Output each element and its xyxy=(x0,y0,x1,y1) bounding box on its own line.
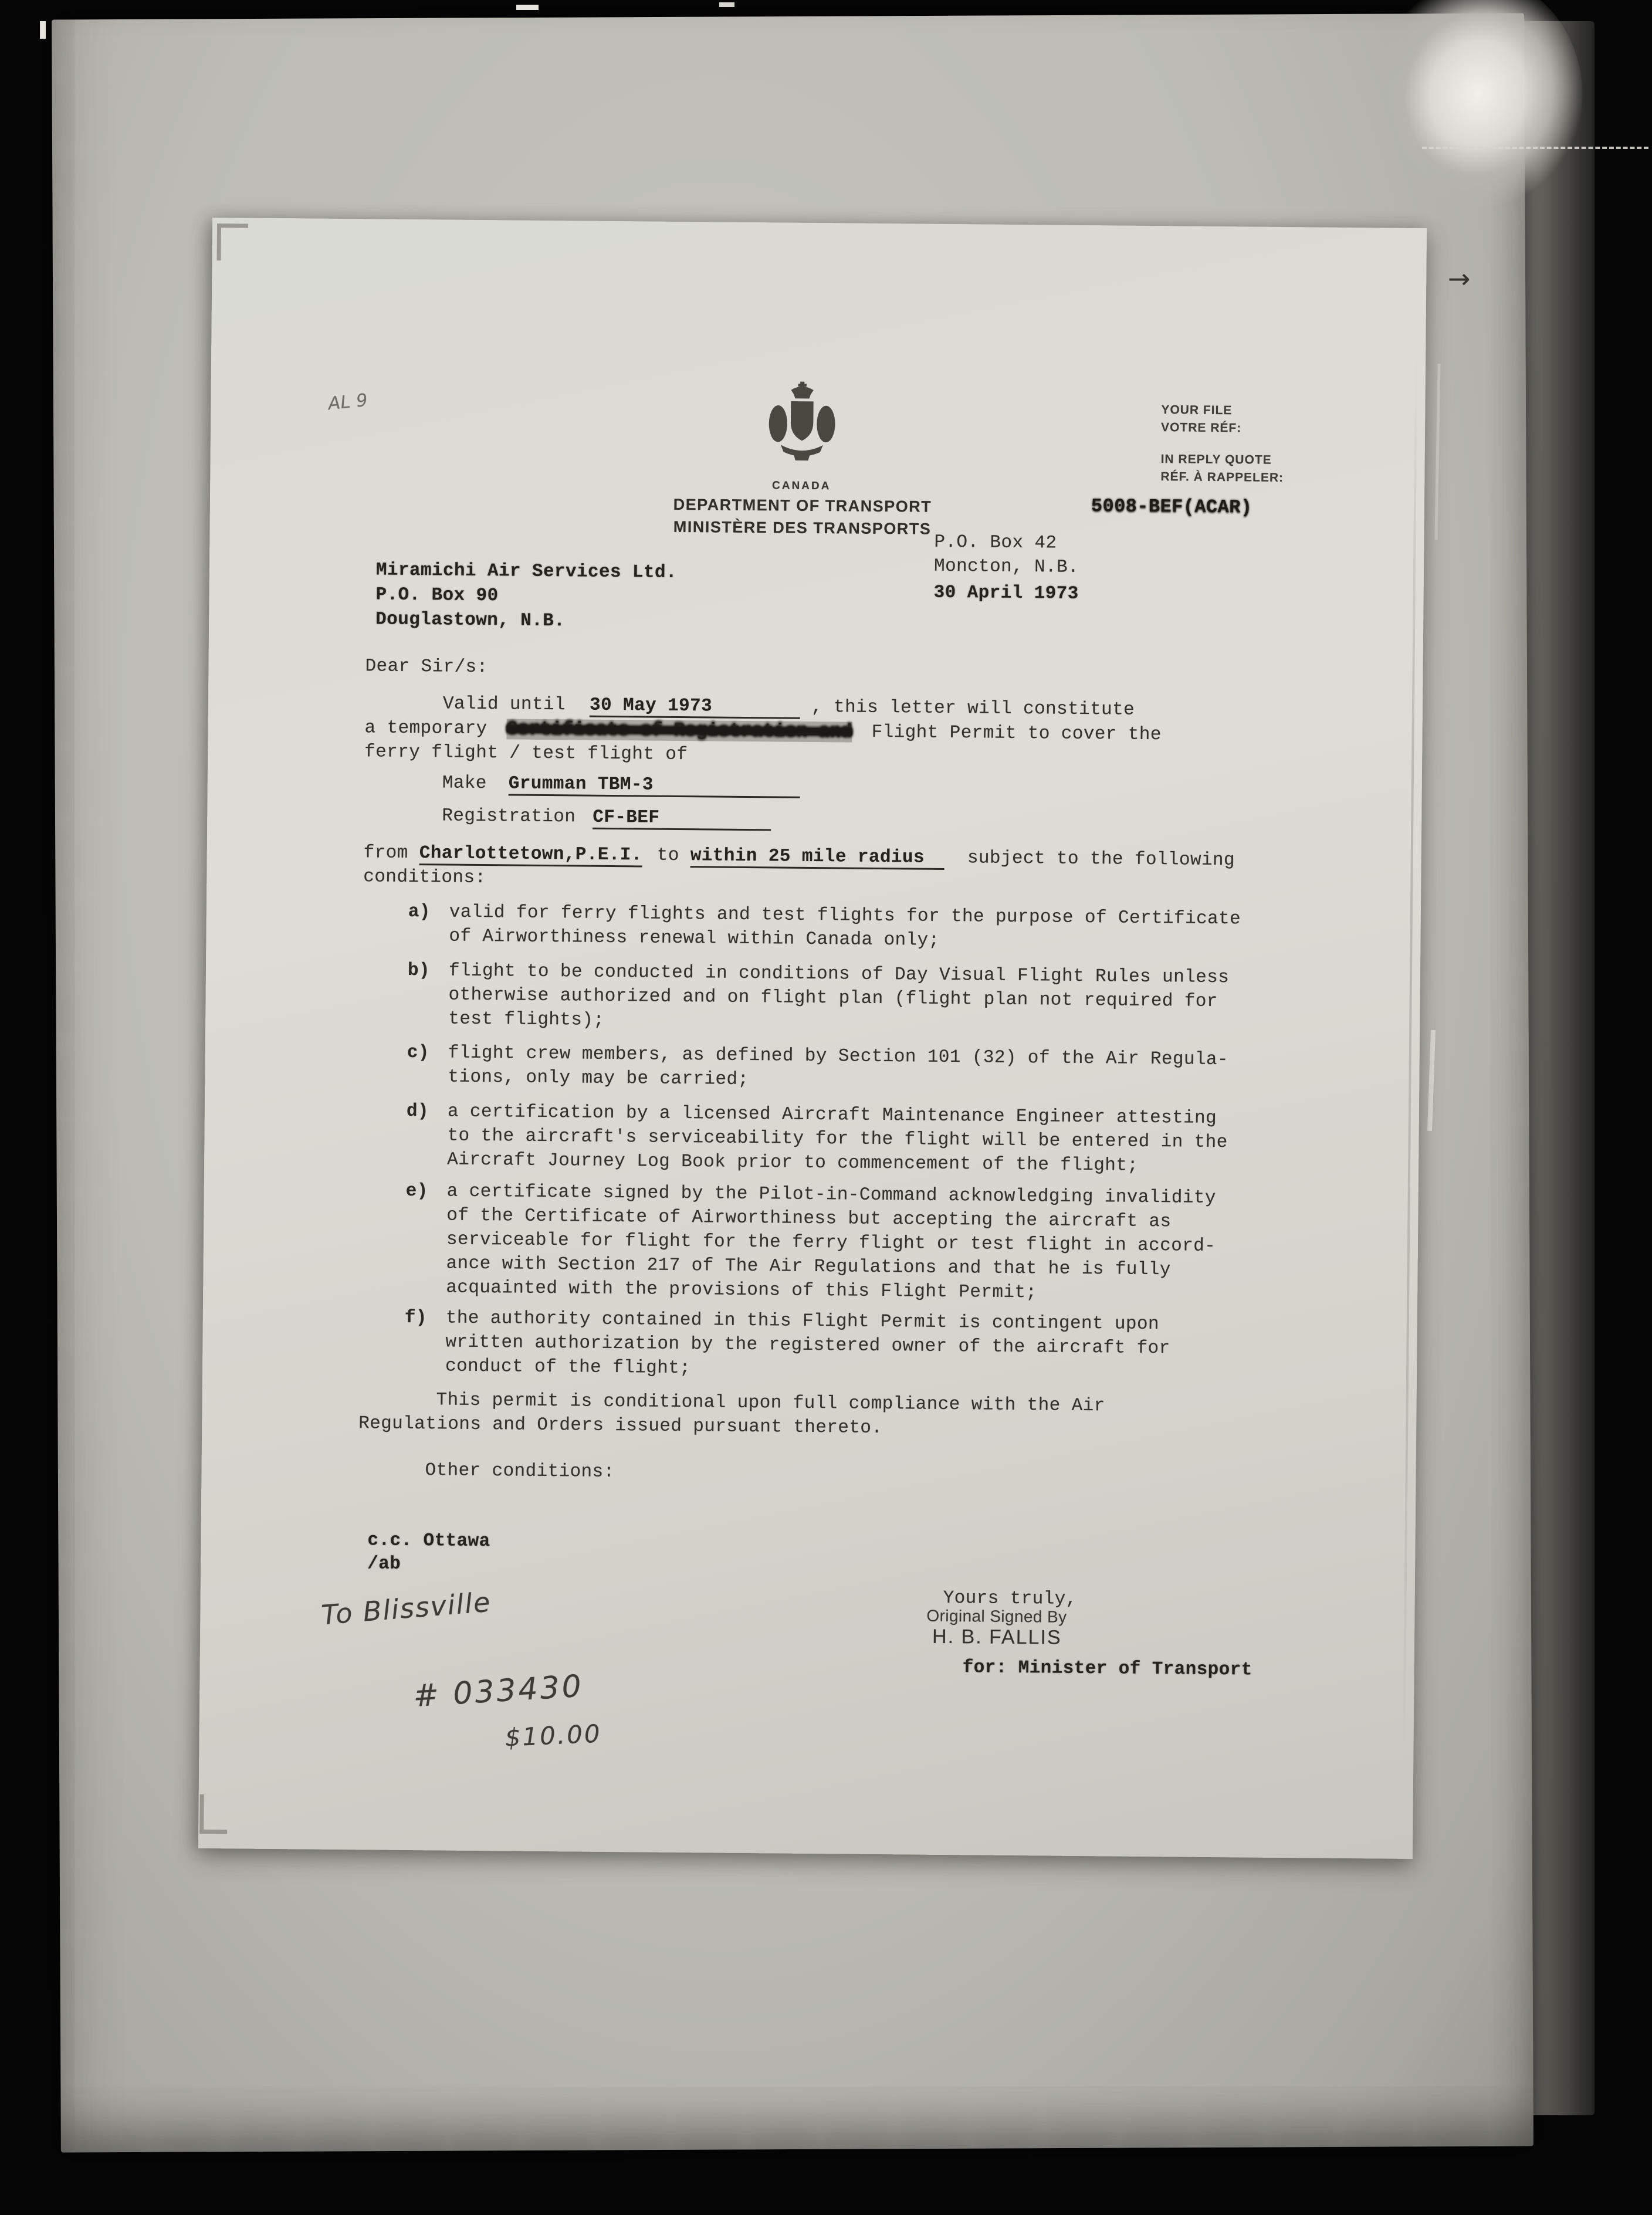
salutation: Dear Sir/s: xyxy=(365,656,488,678)
dashed-line-artifact xyxy=(1422,147,1648,149)
condition-a xyxy=(408,900,1288,956)
make-value: Grumman TBM-3 xyxy=(509,773,800,798)
canada-coat-of-arms-icon xyxy=(766,380,837,477)
handwritten-file-number: # 033430 xyxy=(412,1668,585,1715)
canada-label: CANADA xyxy=(771,479,831,493)
condition-b-label: b) xyxy=(407,960,431,981)
valid-until-suffix: , this letter will constitute xyxy=(811,696,1135,720)
condition-e-text: a certificate signed by the Pilot-in-Command acknowledging invalidity of the Certificate of Airworthiness but accepting the aircraft as serviceable for flight for the ferry flight or test flight in accord- ance with Section 217 of The Air Regulations and that he is fully acquainted with the provisions of this Flight Permit; xyxy=(446,1181,1217,1303)
make-row xyxy=(442,771,800,798)
letterhead-dept-en: DEPARTMENT OF TRANSPORT xyxy=(673,495,932,516)
pencil-note-topleft: AL 9 xyxy=(327,390,369,415)
permit-conditional-paragraph: This permit is conditional upon full compliance with the Air Regulations and Orders issued pursuant thereto. xyxy=(358,1390,1105,1439)
to-label: to xyxy=(656,845,679,866)
route-suffix: subject to the following xyxy=(967,848,1235,871)
scan-tick-artifact xyxy=(40,21,46,39)
registration-label: Registration xyxy=(442,805,576,828)
your-file-label-en: YOUR FILE xyxy=(1161,403,1233,418)
letter-date: 30 April 1973 xyxy=(933,582,1079,604)
condition-a-text: valid for ferry flights and test flights for the purpose of Certificate of Airworthiness renewal within Canada only; xyxy=(449,902,1241,951)
condition-d-label: d) xyxy=(406,1100,429,1122)
handwritten-blissville: To Blissville xyxy=(320,1586,493,1631)
temporary-suffix: Flight Permit to cover the xyxy=(871,722,1162,746)
valid-until-value: 30 May 1973 xyxy=(590,695,800,719)
scan-tick-artifact xyxy=(719,2,734,7)
file-number-value: 5008-BEF(ACAR) xyxy=(1091,495,1252,519)
condition-f-label: f) xyxy=(404,1307,427,1329)
condition-c-label: c) xyxy=(407,1042,429,1064)
file-number xyxy=(1091,494,1252,519)
letter-page xyxy=(198,218,1427,1859)
handwritten-arrow-mark: → xyxy=(1448,263,1471,294)
page-corner-mark xyxy=(217,223,249,260)
to-value: within 25 mile radius xyxy=(690,845,945,870)
registration-value: CF-BEF xyxy=(593,807,771,831)
condition-a-label: a) xyxy=(408,901,431,923)
temporary-prefix: a temporary xyxy=(364,717,488,740)
original-signed-stamp: Original Signed By xyxy=(926,1606,1067,1626)
condition-e-label: e) xyxy=(405,1180,428,1202)
cc-line: c.c. Ottawa xyxy=(367,1530,490,1552)
conditions-intro: conditions: xyxy=(363,866,486,889)
make-label: Make xyxy=(442,773,487,794)
sender-address-line1: P.O. Box 42 xyxy=(934,531,1057,554)
condition-c xyxy=(407,1041,1287,1096)
reply-quote-label-fr: RÉF. À RAPPELER: xyxy=(1160,470,1284,485)
letterhead-dept-fr: MINISTÈRE DES TRANSPORTS xyxy=(673,517,932,538)
recipient-line2: P.O. Box 90 xyxy=(375,584,499,607)
signer-name: H. B. FALLIS xyxy=(932,1625,1062,1649)
para-ferry-flight: ferry flight / test flight of xyxy=(364,741,688,766)
handwritten-amount: $10.00 xyxy=(504,1719,602,1752)
for-minister-line: for: Minister of Transport xyxy=(962,1657,1252,1681)
condition-b-text: flight to be conducted in conditions of Day Visual Flight Rules unless otherwise authorized and on flight plan (flight plan not required for test flights); xyxy=(448,960,1230,1031)
condition-d-text: a certification by a licensed Aircraft Maintenance Engineer attesting to the aircraft's serviceability for the flight will be entered in the Aircraft Journey Log Book prior to commencement of the flight; xyxy=(447,1101,1228,1176)
sender-address-line2: Moncton, N.B. xyxy=(933,556,1079,578)
recipient-line3: Douglastown, N.B. xyxy=(375,609,566,632)
from-value: Charlottetown,P.E.I. xyxy=(419,843,642,867)
condition-e xyxy=(405,1179,1286,1307)
recipient-line1: Miramichi Air Services Ltd. xyxy=(375,560,678,583)
condition-f-text: the authority contained in this Flight Permit is contingent upon written authorization by the registered owner of the aircraft for conduct of the flight; xyxy=(445,1308,1170,1379)
condition-d xyxy=(406,1099,1287,1179)
condition-f xyxy=(404,1306,1285,1386)
other-conditions-label: Other conditions: xyxy=(425,1460,615,1483)
condition-c-text: flight crew members, as defined by Section 101 (32) of the Air Regula- tions, only may be carried; xyxy=(448,1042,1229,1090)
registration-row xyxy=(442,804,771,831)
page-corner-mark xyxy=(199,1794,228,1834)
route-row xyxy=(364,841,1235,872)
from-label: from xyxy=(363,842,408,863)
valid-until-prefix: Valid until xyxy=(442,693,566,716)
scan-tick-artifact xyxy=(516,5,539,10)
your-file-label-fr: VOTRE RÉF: xyxy=(1161,421,1242,435)
typist-initials: /ab xyxy=(367,1553,401,1574)
yours-truly: Yours truly, xyxy=(943,1587,1077,1610)
condition-b xyxy=(407,959,1288,1038)
struck-out-text: Certificate of Registration and xyxy=(506,719,852,743)
reply-quote-label-en: IN REPLY QUOTE xyxy=(1160,452,1272,467)
